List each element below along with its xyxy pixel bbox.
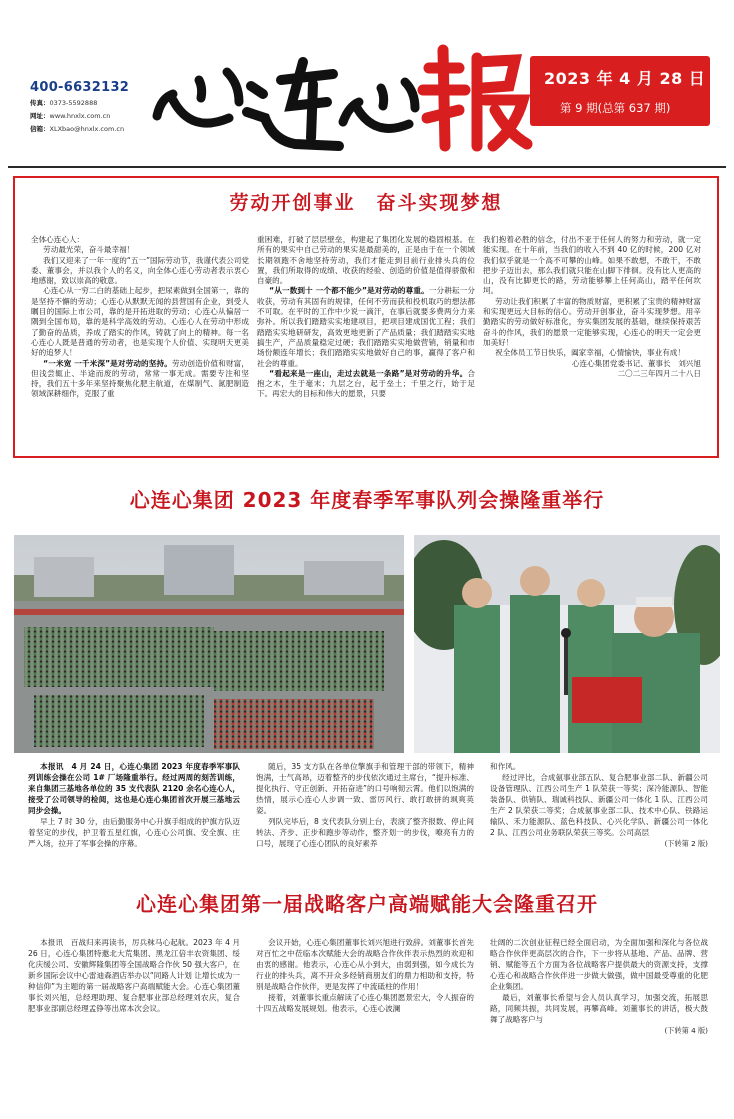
paragraph: 全体心连心人： [31, 235, 85, 244]
paragraph: 最后，刘董事长希望与会人员认真学习，加强交流，拓展思路，同频共振，共同发展，再攀高峰。刘董事长的讲话，极大鼓舞了战略客户与 [490, 993, 708, 1024]
podium-speech-photo [414, 535, 720, 753]
paragraph: 本报讯 4 月 24 日，心连心集团 2023 年度春季军事队列训练会操在公司 1# 厂场隆重举行。经过两周的刻苦训练，来自集团三基地各单位的 35 支代表队 2120 余名心连心人，接受了公司领导的检阅，这也是心连心集团首次开展三基地云同步会操。 [28, 762, 240, 815]
paragraph: 经过评比，合成氨事业部五队、复合肥事业部二队、新疆公司设备管理队、江西公司生产 1 队荣获一等奖；深冷能源队、智能装备队、供销队、瑞诚科技队、新疆公司一体化 1 队、江西公司生产 2 队荣获二等奖；合成氨事业部二队、技术中心队、铁路运输队、禾力能源队、蓝色科技队、心兴化学队、新疆公司一体化 2 队、江西公司业务联队荣获三等奖。公司高层 [490, 773, 708, 837]
article2-column-2 [256, 937, 474, 1014]
issue-date: 2023 年 4 月 28 日 [544, 69, 706, 88]
paragraph: 祝全体员工节日快乐，阖家幸福，心情愉快，事业有成！ [495, 348, 685, 358]
paragraph: 心连心从一穷二白的基础上起步，把尿素做到全国第一，靠的是坚持不懈的劳动；心连心从默默无闻的县营国有企业，到受人瞩目的国际上市公司，靠的是开拓进取的劳动；心连心从偏居一隅到全国布局，靠的是科学高效的劳动。心连心人在劳动中形成了勤奋的品质，养成了踏实的作风，铸就了向上的精神。每一名心连心人既是普通的劳动者，也是实现个人价值、实现明天更美好的追梦人！ [31, 286, 249, 358]
paragraph: 壮阔的二次创业征程已经全面启动，为全面加强和深化与各位战略合作伙伴更高层次的合作，下一步将从基地、产品、品牌、营销、赋能等五个方面为各位战略客户提供最大的资源支持，支撑心连心和战略合作伙伴进一步做大做强，做中国最受尊重的化肥企业集团。 [490, 938, 708, 991]
paragraph: 劳动最光荣，奋斗最幸福！ [43, 245, 135, 255]
contact-block [30, 80, 160, 134]
paragraph: “一米宽 一千米深”是对劳动的坚持。劳动创造价值和财富，但浅尝辄止、半途而废的劳动，常常一事无成。需要专注和坚持，我们五十多年来坚持聚焦化肥主航道，在煤制气、氮肥制造领域深耕细作，克服了重 [31, 358, 249, 399]
subheading: “一米宽 一千米深”是对劳动的坚持。 [43, 358, 172, 368]
paragraph: “看起来是一座山，走过去就是一条路”是对劳动的升华。合抱之木，生于毫末；九层之台，起于垒土；千里之行，始于足下。再宏大的目标和伟大的愿景，只要 [257, 368, 475, 399]
paragraph: 随后，35 支方队在各单位擎旗手和管理干部的带领下，精神饱满，士气高昂，迈着整齐的步伐依次通过主席台，“提升标准、提化执行、守正创新、开拓奋进”的口号响彻云霄。他们以饱满的热情，展示心连心人步调一致、雷厉风行、敢打敢拼的飒爽英姿。 [256, 762, 474, 815]
article1-column-2 [256, 761, 474, 849]
website-line: 网址：www.hnxlx.com.cn [30, 112, 111, 120]
editorial-column-3 [483, 235, 701, 379]
newspaper-logo [143, 28, 533, 162]
paragraph: 劳动让我们积累了丰富的物质财富，更积累了宝贵的精神财富和实现更远大目标的信心。劳动开创事业，奋斗实现梦想。用辛勤踏实的劳动做好标准化，夯实集团发展的基础，继续保持艰苦奋斗的作风，我们的愿景一定能够实现，心连心的明天一定会更加美好！ [483, 296, 701, 347]
paragraph: 本报讯 百战归来再读书，厉兵秣马心起航。2023 年 4 月 26 日，心连心集团特邀北大荒集团、黑龙江倍丰农资集团、绥化庆缓公司、安徽辉隆集团等全国战略合作伙 50 强大客户，在新乡国际会议中心雷迪森酒店举办以“同路人计划 让增长成为一种信仰”为主题的第一届战略客户高端赋能大会。心连心集团董事长刘兴旭，总经理助理、复合肥事业部总经理刘农庆，复合肥事业部副总经理孟铮等出席本次会议。 [28, 938, 240, 1013]
continued-note: (下转第 4 版) [664, 1026, 708, 1035]
speech-photo-icon [414, 535, 720, 753]
subheading: “看起来是一座山，走过去就是一条路”是对劳动的升华。 [269, 368, 468, 378]
paragraph: 列队完毕后，8 支代表队分别上台，表演了整齐报数、停止间转法、齐步、正步和跑步等动作，整齐划一的步伐，嘹亮有力的口号，展现了心连心团队的良好素养 [256, 817, 474, 848]
issue-number: 第 9 期(总第 637 期) [560, 101, 671, 115]
masthead-divider [8, 166, 726, 168]
fax-line: 传真：0373-5592888 [30, 99, 98, 107]
editorial-title: 劳动开创事业 奋斗实现梦想 [229, 192, 503, 214]
paragraph: 重困难，打破了层层壁垒，构建起了集团化发展的稳固根基。在所有的果实中自己劳动的果实是最甜美的，正是由于在一个领域长期领跑不舍地坚持劳动，我们才能走到目前行业排头兵的位置，我们所取得的成绩、收获的经验、创造的价值是值得骄傲和自豪的。 [257, 235, 475, 286]
article2-column-3 [490, 937, 708, 1036]
editorial-date: 二〇二三年四月二十八日 [617, 368, 701, 378]
paragraph: 会议开始，心连心集团董事长刘兴旭进行致辞。刘董事长首先对百忙之中莅临本次赋能大会的战略合作伙伴表示热烈的欢迎和由衷的感谢。他表示，心连心从小到大，由弱到强，如今成长为行业的排头兵，离不开众多经销商朋友们的鼎力相助和支持，特别是战略合作伙伴，更是发挥了中流砥柱的作用！ [256, 938, 474, 991]
paragraph: 我们又迎来了一年一度的“五一”国际劳动节，我谨代表公司党委、董事会，并以我个人的名义，向全体心连心劳动者表示衷心地感谢，致以崇高的敬意。 [31, 255, 249, 286]
paragraph: 我们抱着必胜的信念，付出不亚于任何人的努力和劳动，就一定能实现。在十年前，当我们的收入不到 40 亿的时候，200 亿对我们似乎就是一个高不可攀的山峰。如果不敢想，不敢干，不敢把步子迈出去，那么我们就只能在山脚下徘徊。没有比人更高的山，没有比脚更长的路，劳动能够攀上任何高山，踏平任何坎坷。 [483, 235, 701, 296]
editorial-column-1 [31, 235, 249, 400]
email-line: 信箱：XLXbao@hnxlx.com.cn [30, 125, 125, 133]
editorial-column-2 [257, 235, 475, 400]
article1-headline: 心连心集团 2023 年度春季军事队列会操隆重举行 [129, 488, 605, 512]
subheading: “从一数到十 一个都不能少”是对劳动的尊重。 [269, 286, 429, 296]
article1-column-1 [28, 761, 240, 849]
paragraph: “从一数到十 一个都不能少”是对劳动的尊重。一分耕耘一分收获，劳动有其固有的规律，任何不劳而获和投机取巧的想法都不可取。在平时的工作中少说一滴汗，在事后就要多费两分力来弥补。所以我们踏踏实实地建项目，把项目建成国优工程；我们踏踏实实地研研发，高效更地更新了产品质量；我们踏踏实实地搞生产，产品质量稳定过硬；我们踏踏实实地做营销，销量和市场份额连年增长；我们踏踏实实地做好自己的事，赢得了客户和社会的尊重。 [257, 286, 475, 368]
calligraphy-logo-icon [143, 28, 533, 162]
hotline-number: 400-6632132 [30, 80, 130, 95]
article1-column-3 [490, 761, 708, 849]
editorial-box [13, 176, 719, 458]
masthead [0, 0, 734, 172]
parade-ground-photo [14, 535, 404, 753]
article2-column-1 [28, 937, 240, 1014]
continued-note: (下转第 2 版) [664, 839, 708, 848]
parade-photo-icon [14, 535, 404, 753]
editorial-signature: 心连心集团党委书记、董事长 刘兴旭 [571, 358, 701, 368]
date-box [530, 56, 710, 126]
paragraph: 和作风。 [490, 762, 521, 771]
article2-headline: 心连心集团第一届战略客户高端赋能大会隆重召开 [136, 892, 598, 916]
paragraph: 接着，刘董事长重点解读了心连心集团愿景宏大，令人振奋的十四五战略发展规划。他表示，心连心波澜 [256, 993, 474, 1013]
paragraph: 早上 7 时 30 分，由后勤服务中心升旗手组成的护旗方队迈着坚定的步伐，护卫着五星红旗，心连心公司旗、安全旗、庄严入场，拉开了军事会操的序幕。 [28, 817, 240, 848]
